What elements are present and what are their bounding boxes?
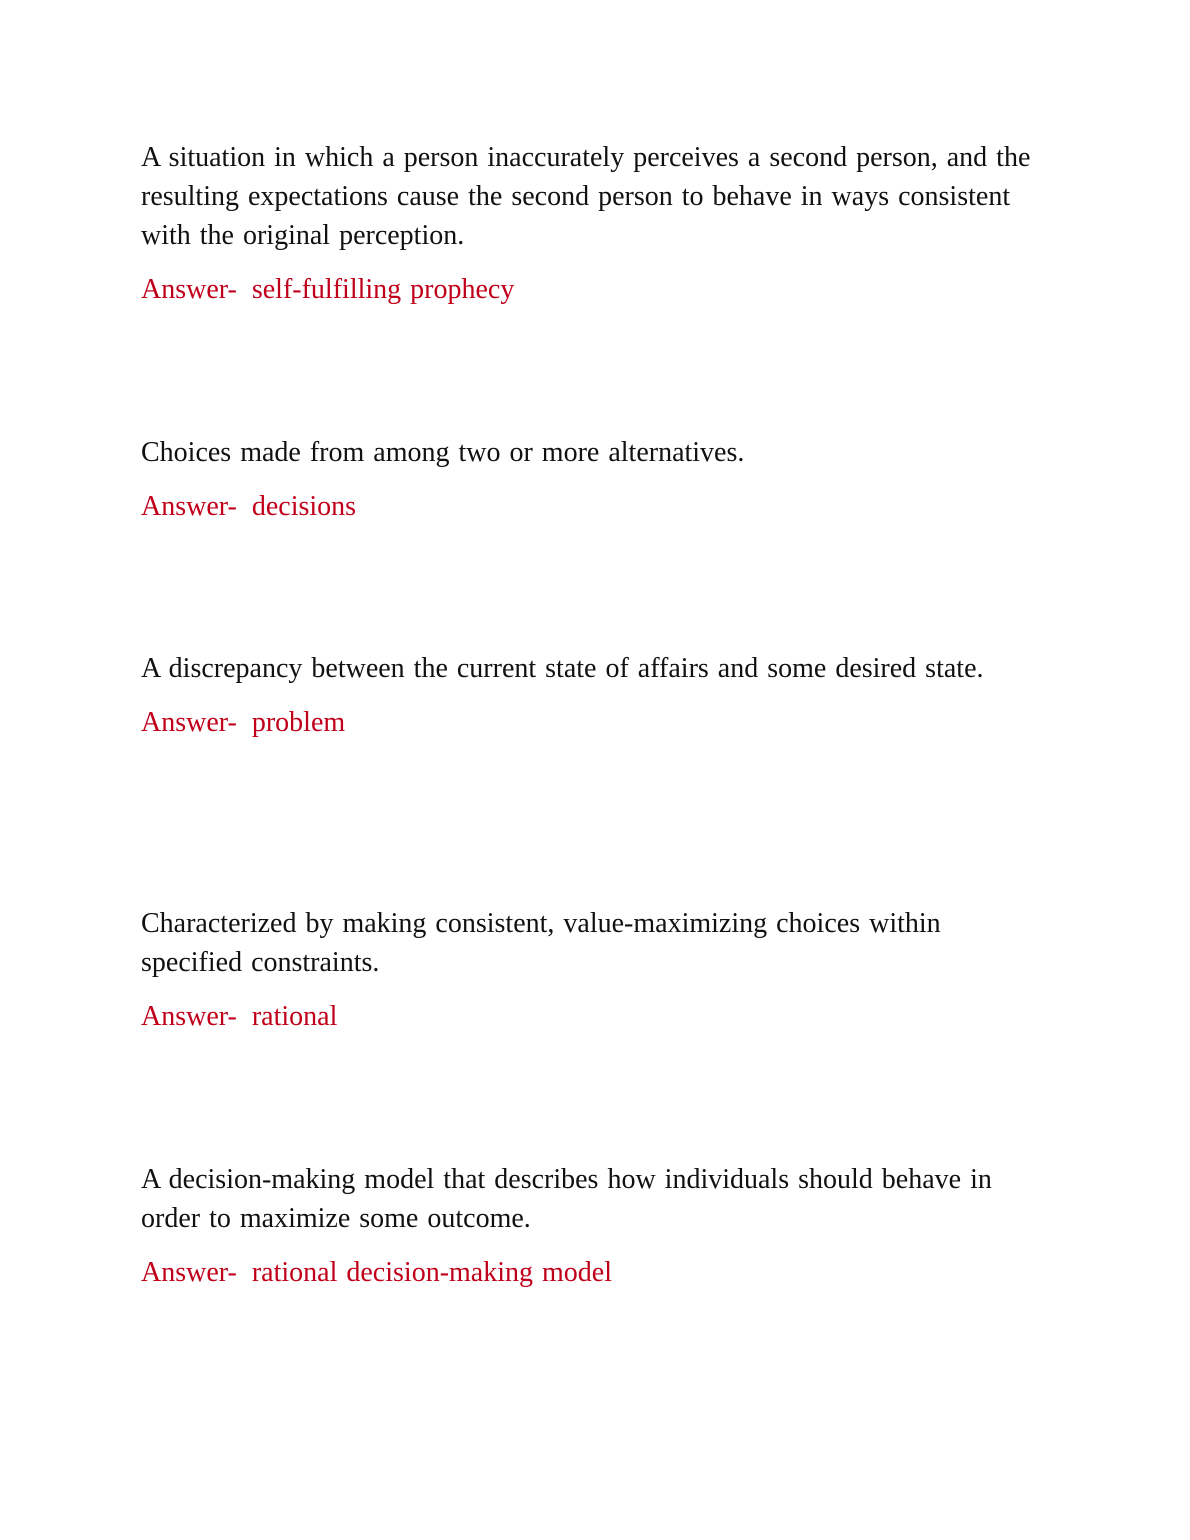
answer-text: problem xyxy=(251,707,346,738)
question-text: Characterized by making consistent, value-maximizing choices within specified constraints. xyxy=(141,908,941,978)
answer-prefix: Answer- xyxy=(141,274,237,305)
answer-line xyxy=(141,703,1001,742)
question-text: Choices made from among two or more alternatives. xyxy=(141,437,745,468)
question-text: A situation in which a person inaccurately perceives a second person, and the resulting expectations cause the second person to behave in ways consistent with the original perception. xyxy=(141,142,1031,251)
qa-item-2 xyxy=(141,433,1061,526)
answer-text: self-fulfilling prophecy xyxy=(251,274,515,305)
answer-line xyxy=(141,487,1061,526)
answer-prefix: Answer- xyxy=(141,1257,237,1288)
answer-text: decisions xyxy=(251,491,357,522)
qa-item-1 xyxy=(141,138,1061,309)
answer-prefix: Answer- xyxy=(141,707,237,738)
answer-text: rational xyxy=(251,1001,338,1032)
answer-prefix: Answer- xyxy=(141,1001,237,1032)
question-text: A discrepancy between the current state of affairs and some desired state. xyxy=(141,653,984,684)
qa-item-3 xyxy=(141,649,1001,742)
qa-item-4 xyxy=(141,904,1041,1036)
question-text: A decision-making model that describes how individuals should behave in order to maximize some outcome. xyxy=(141,1164,992,1234)
answer-prefix: Answer- xyxy=(141,491,237,522)
answer-line xyxy=(141,270,1061,309)
answer-line xyxy=(141,997,1041,1036)
answer-text: rational decision-making model xyxy=(251,1257,612,1288)
qa-item-5 xyxy=(141,1160,1051,1292)
answer-line xyxy=(141,1253,1051,1292)
